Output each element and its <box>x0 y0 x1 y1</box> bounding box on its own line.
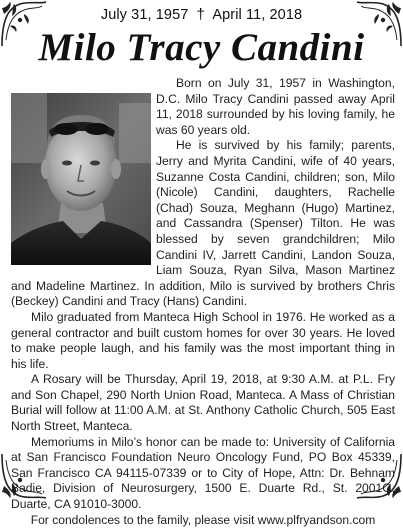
paragraph-career: Milo graduated from Manteca High School in 1976. He worked as a general contractor and built custom homes for over 30 years. He loved to make people laugh, and his family was the most important thing in his life. <box>11 309 395 371</box>
cross-icon: † <box>196 6 205 23</box>
portrait-photo <box>11 93 151 265</box>
deceased-name: Milo Tracy Candini <box>38 26 365 69</box>
paragraph-services: A Rosary will be Thursday, April 19, 2018, at 9:30 A.M. at P.L. Fry and Son Chapel, 290 North Union Road, Manteca. A Mass of Christian Burial will follow at 11:00 A.M. at St. Anthony Catholic Church, 505 East North Street, Manteca. <box>11 372 395 434</box>
birth-date: July 31, 1957 <box>100 7 189 23</box>
life-dates <box>0 6 403 23</box>
paragraph-birth: Born on July 31, 1957 in Washington, D.C. Milo Tracy Candini passed away April 11, 2018 surrounded by his loving family, he was 60 years old. <box>156 76 395 137</box>
paragraph-survived-by: He is survived by his family; parents, Jerry and Myrita Candini, wife of 40 years, Suzanne Costa Candini, children; son, Milo (Nicole) Candini, daughters, Rachelle (Chad) Souza, Meghann (Hugo) Martinez, and Cassandra (Spenser) Tilton. He was blessed by seven grandchildren; Milo Candini IV, Jarrett Candini, Landon Souza, Liam Souza, Ryan Silva, Mason Martinez and Madeline Martinez. In addition, Milo is survived by brothers Chris (Beckey) Candini and Tracy (Hans) Candini. <box>11 138 395 309</box>
obituary-body <box>11 76 395 528</box>
paragraph-memoriums: Memoriums in Milo’s honor can be made to: University of California at San Francisco Foundation Neuro Oncology Fund, PO Box 45339, San Francisco CA 94115-07339 or to City of Hope, Attn: Dr. Behnam Badie, Division of Neurosurgery, 1500 E. Duarte Rd., St. 2001G, Duarte, CA 91010-3000. <box>11 434 395 512</box>
portrait-image <box>11 93 151 265</box>
condolences-line: For condolences to the family, please visit www.plfryandson.com <box>30 512 376 527</box>
death-date: April 11, 2018 <box>212 7 303 23</box>
